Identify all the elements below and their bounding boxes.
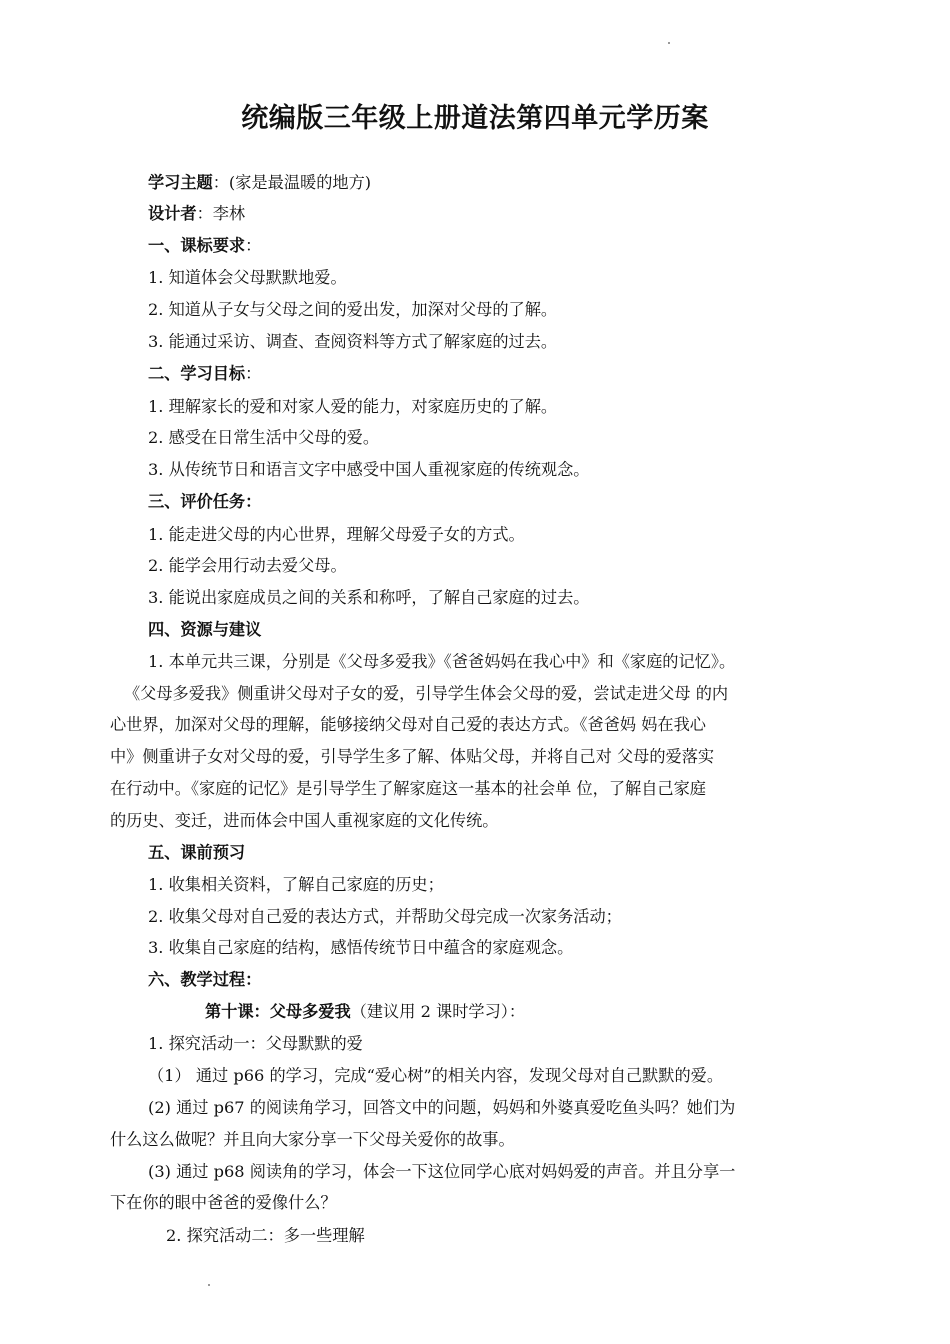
section-heading: 三、评价任务： <box>148 492 262 511</box>
list-item: 1. 收集相关资料，了解自己家庭的历史； <box>148 875 444 894</box>
topic-value: ：(家是最温暖的地方) <box>212 173 372 192</box>
section-heading: 四、资源与建议 <box>148 620 262 639</box>
list-item: 3. 收集自己家庭的结构，感悟传统节日中蕴含的家庭观念。 <box>148 938 574 957</box>
section-heading <box>148 363 261 385</box>
lesson-heading <box>205 1001 525 1023</box>
section-heading: 五、课前预习 <box>148 843 246 862</box>
paragraph-line: 下在你的眼中爸爸的爱像什么？ <box>110 1193 337 1212</box>
heading-colon: ： <box>245 364 262 383</box>
section-heading-text: 一、课标要求 <box>148 236 246 255</box>
list-item: 3. 能说出家庭成员之间的关系和称呼，了解自己家庭的过去。 <box>148 588 590 607</box>
paragraph-line: 在行动中。《家庭的记忆》是引导学生了解家庭这一基本的社会单 位，了解自己家庭 <box>110 779 706 798</box>
list-item: 1. 知道体会父母默默地爱。 <box>148 268 347 287</box>
activity-heading: 2. 探究活动二：多一些理解 <box>166 1226 365 1245</box>
designer-value: ：李林 <box>196 204 246 223</box>
paragraph-line: (2) 通过 p67 的阅读角学习，回答文中的问题，妈妈和外婆真爱吃鱼头吗？她们为 <box>148 1098 736 1117</box>
list-item: 1. 理解家长的爱和对家人爱的能力，对家庭历史的了解。 <box>148 397 558 416</box>
paragraph-line: 什么这么做呢？并且向大家分享一下父母关爱你的故事。 <box>110 1130 515 1149</box>
topic-line <box>148 172 371 194</box>
section-heading <box>148 235 261 257</box>
designer-line <box>148 203 245 225</box>
activity-heading: 1. 探究活动一：父母默默的爱 <box>148 1034 363 1053</box>
list-item: 2. 知道从子女与父母之间的爱出发，加深对父母的了解。 <box>148 300 558 319</box>
paragraph-line: 中》侧重讲子女对父母的爱，引导学生多了解、体贴父母，并将自己对 父母的爱落实 <box>110 747 715 766</box>
lesson-label: 第十课：父母多爱我 <box>205 1002 351 1021</box>
paragraph-line: 的历史、变迁，进而体会中国人重视家庭的文化传统。 <box>110 811 499 830</box>
paragraph-line: 1. 本单元共三课，分别是《父母多爱我》《爸爸妈妈在我心中》和《家庭的记忆》。 <box>148 652 736 671</box>
lesson-note: （建议用 2 课时学习）： <box>350 1002 526 1021</box>
paragraph-line: (3) 通过 p68 阅读角的学习，体会一下这位同学心底对妈妈爱的声音。并且分享一 <box>148 1162 736 1181</box>
scan-speck <box>208 1284 210 1286</box>
scan-speck <box>668 42 670 44</box>
topic-label: 学习主题 <box>148 173 213 192</box>
heading-colon: ： <box>245 236 262 255</box>
list-item: 2. 收集父母对自己爱的表达方式，并帮助父母完成一次家务活动； <box>148 907 622 926</box>
designer-label: 设计者 <box>148 204 197 223</box>
page-title: 统编版三年级上册道法第四单元学历案 <box>241 103 709 134</box>
section-heading: 六、教学过程： <box>148 970 262 989</box>
paragraph-line: 心世界，加深对父母的理解，能够接纳父母对自己爱的表达方式。《爸爸妈 妈在我心 <box>110 715 706 734</box>
list-item: 3. 能通过采访、调查、查阅资料等方式了解家庭的过去。 <box>148 332 558 351</box>
paragraph-line: 《父母多爱我》侧重讲父母对子女的爱，引导学生体会父母的爱，尝试走进父母 的内 <box>124 684 729 703</box>
list-item: 3. 从传统节日和语言文字中感受中国人重视家庭的传统观念。 <box>148 460 590 479</box>
section-heading-text: 二、学习目标 <box>148 364 246 383</box>
list-item: 2. 感受在日常生活中父母的爱。 <box>148 428 380 447</box>
list-item: 1. 能走进父母的内心世界，理解父母爱子女的方式。 <box>148 525 525 544</box>
paragraph-line: （1） 通过 p66 的学习，完成“爱心树”的相关内容，发现父母对自己默默的爱。 <box>148 1066 724 1085</box>
list-item: 2. 能学会用行动去爱父母。 <box>148 556 347 575</box>
